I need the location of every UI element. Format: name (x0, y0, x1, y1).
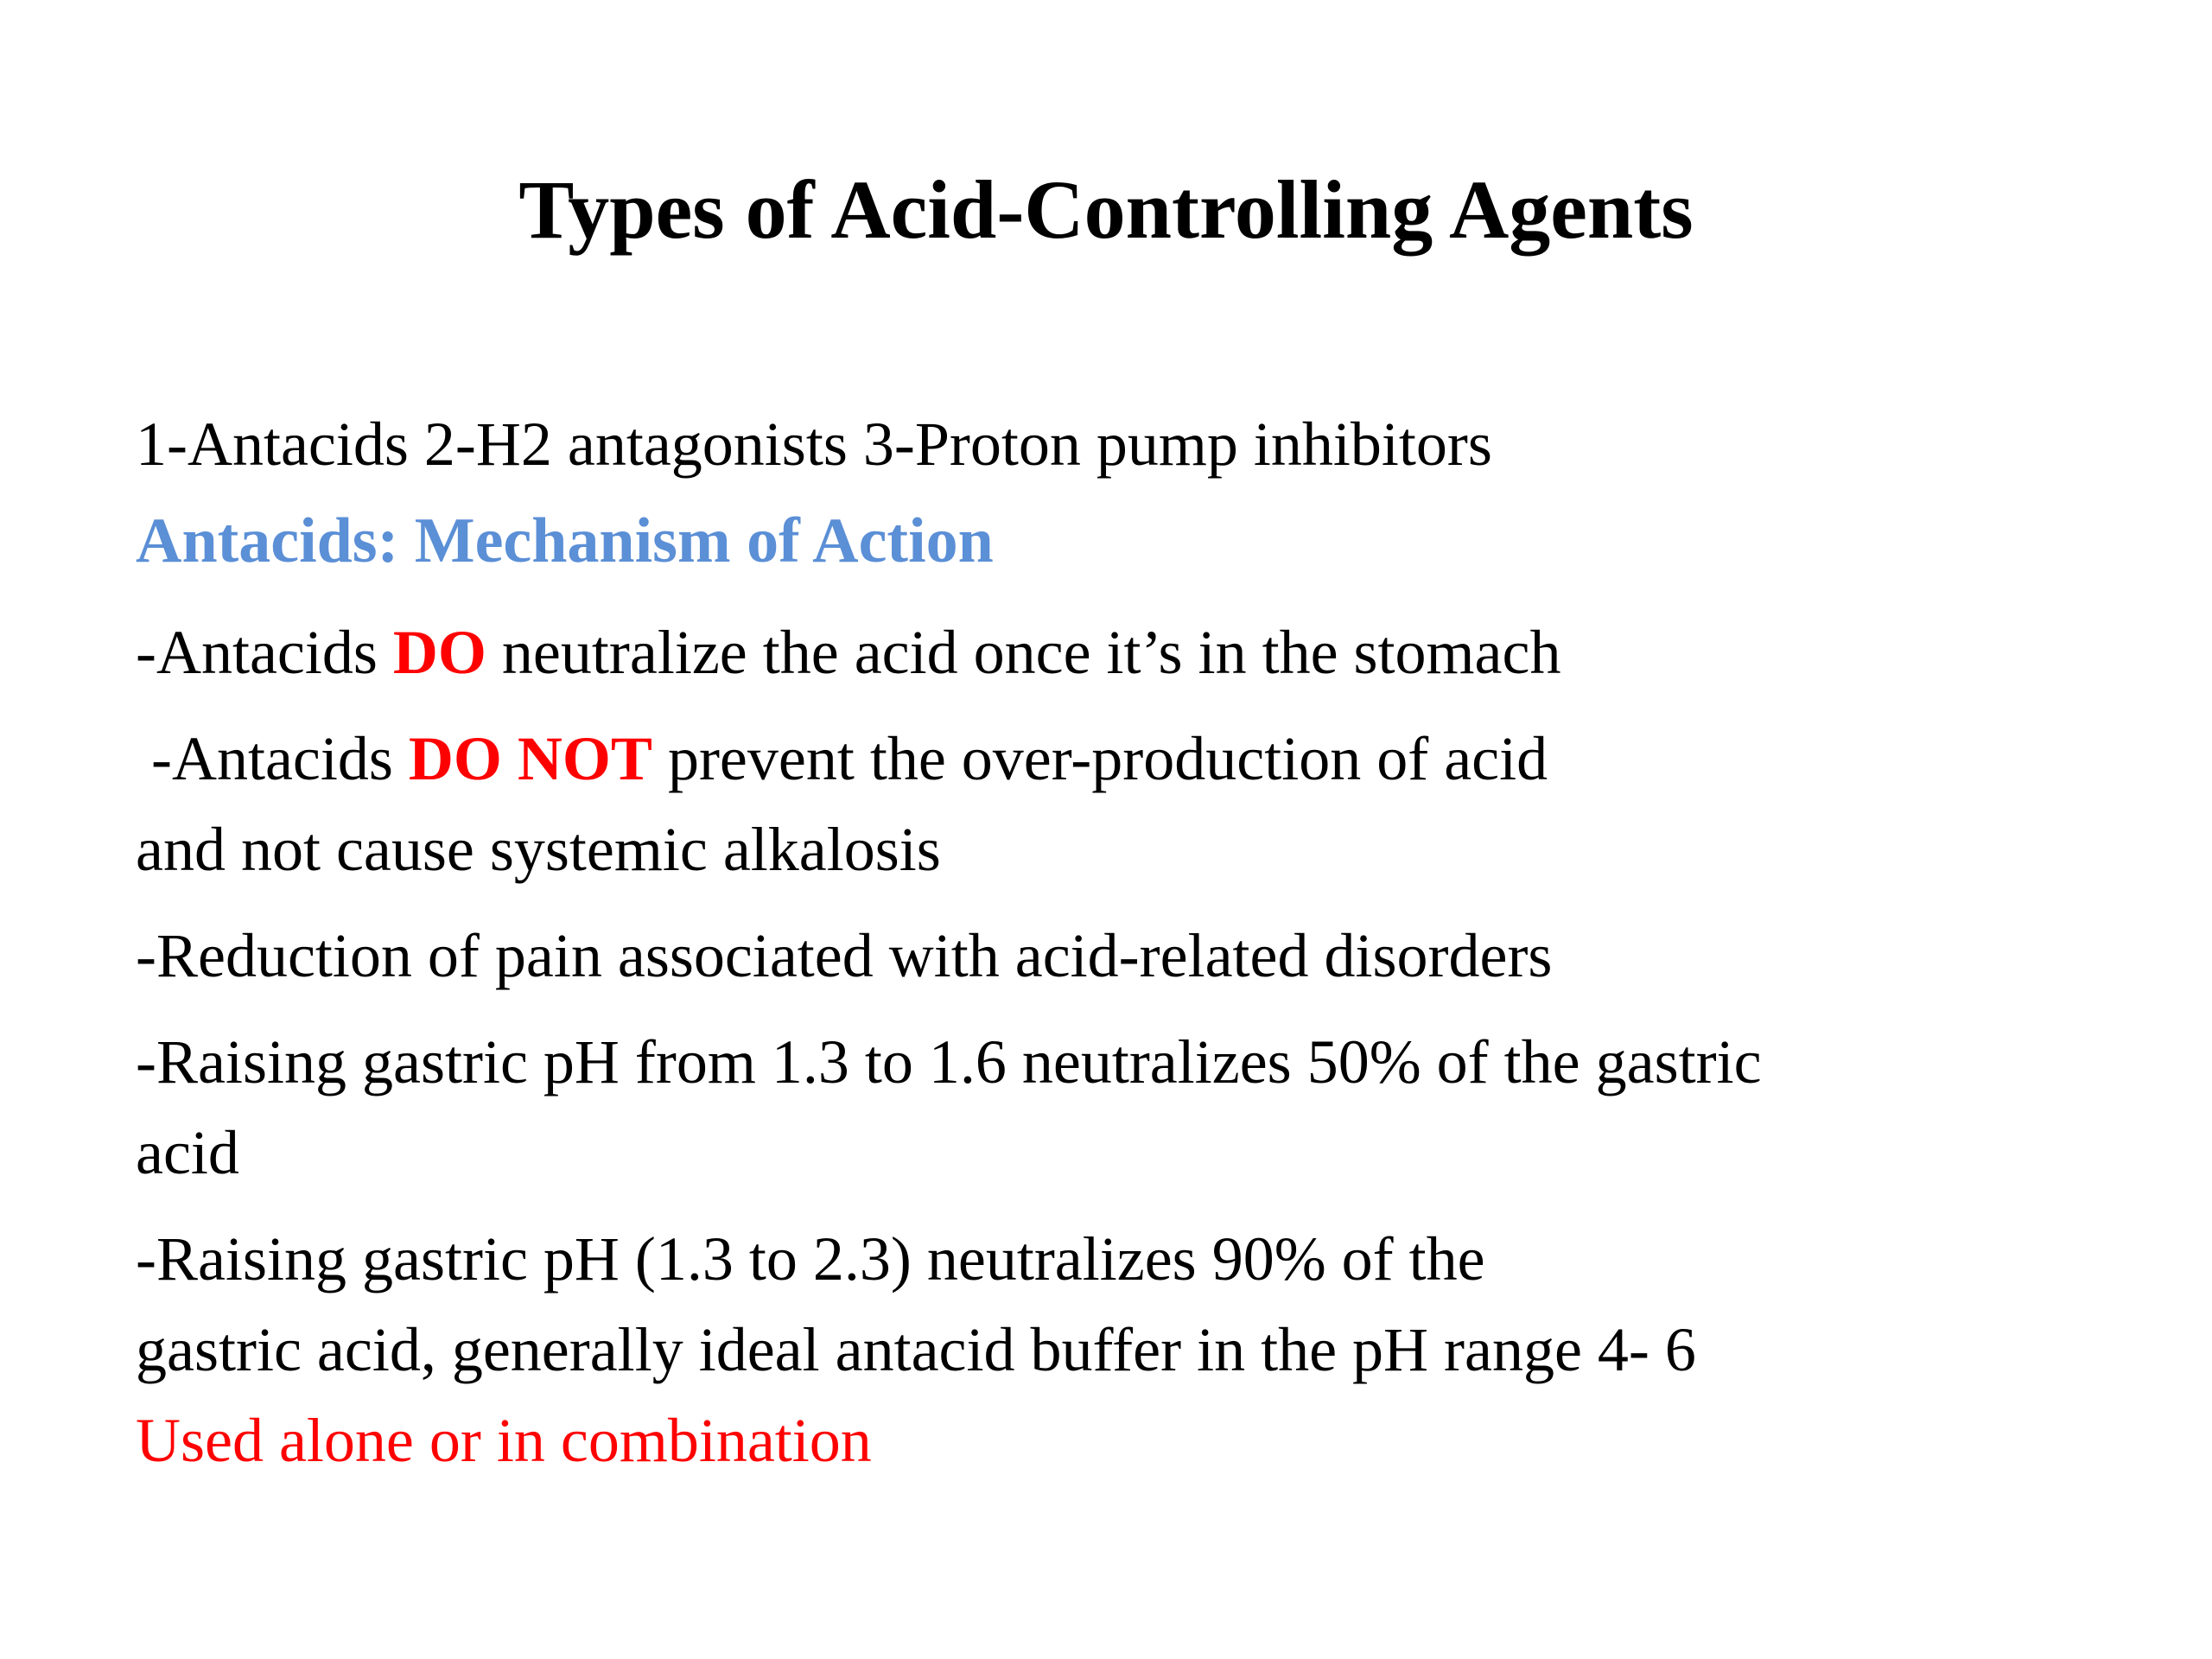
section-heading: Antacids: Mechanism of Action (136, 505, 994, 576)
bullet-neutralize (136, 607, 2123, 698)
agent-types-line: 1-Antacids 2-H2 antagonists 3-Proton pump inhibitors (136, 410, 1492, 479)
bullet-pain-reduction: -Reduction of pain associated with acid-related disorders (136, 921, 1553, 990)
bullet-ph-90-line1: -Raising gastric pH (1.3 to 2.3) neutralizes 90% of the (136, 1224, 1485, 1294)
bullet-neutralize-prefix: -Antacids (136, 618, 393, 687)
bullet-neutralize-emphasis: DO (392, 618, 486, 687)
bullet-ph-50-line2: acid (136, 1118, 239, 1187)
bullet-prevent-continuation: and not cause systemic alkalosis (136, 815, 941, 884)
slide-title: Types of Acid-Controlling Agents (518, 163, 1694, 256)
bullet-prevent-emphasis: DO NOT (408, 724, 652, 793)
bullet-prevent-suffix: prevent the over-production of acid (652, 724, 1548, 793)
bullet-prevent-prefix: -Antacids (151, 724, 409, 793)
bullet-ph-50-line1: -Raising gastric pH from 1.3 to 1.6 neutralizes 50% of the gastric (136, 1027, 1762, 1096)
slide-body (136, 399, 2123, 1486)
closing-note: Used alone or in combination (136, 1406, 872, 1475)
bullet-prevent (136, 714, 2123, 804)
bullet-ph-90-line2: gastric acid, generally ideal antacid buffer in the pH range 4- 6 (136, 1315, 1696, 1384)
bullet-neutralize-suffix: neutralize the acid once it’s in the stomach (486, 618, 1561, 687)
